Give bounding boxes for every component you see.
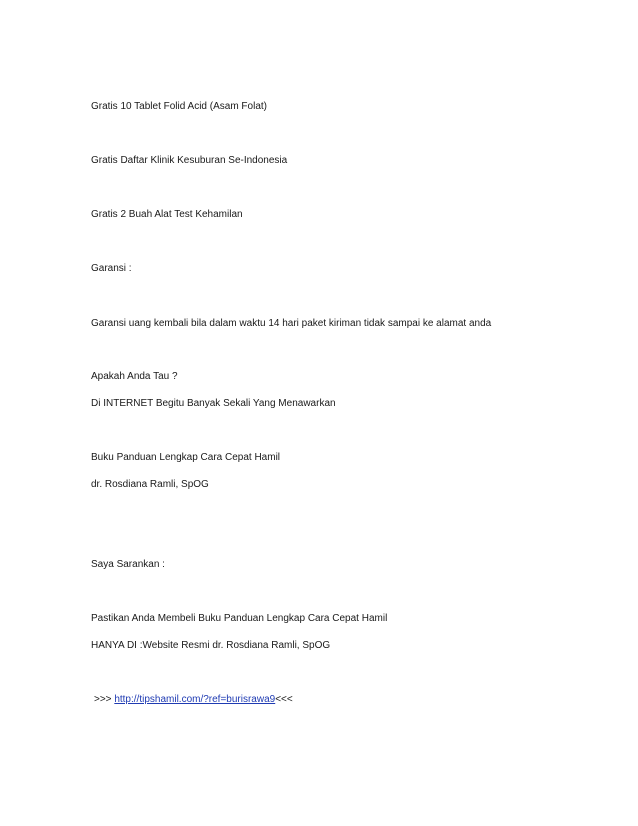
text-line-purchase-advice: Pastikan Anda Membeli Buku Panduan Lengkap Cara Cepat Hamil	[91, 613, 388, 624]
link-suffix: <<<	[275, 694, 293, 705]
text-line-question: Apakah Anda Tau ?	[91, 371, 178, 382]
text-line-guarantee-detail: Garansi uang kembali bila dalam waktu 14 hari paket kiriman tidak sampai ke alamat anda	[91, 318, 492, 329]
text-line-book-title: Buku Panduan Lengkap Cara Cepat Hamil	[91, 452, 281, 463]
text-line-official-website: HANYA DI :Website Resmi dr. Rosdiana Ramli, SpOG	[91, 640, 331, 651]
text-line-author: dr. Rosdiana Ramli, SpOG	[91, 479, 209, 490]
text-line-pregnancy-test: Gratis 2 Buah Alat Test Kehamilan	[91, 209, 243, 220]
text-line-recommendation-heading: Saya Sarankan :	[91, 559, 165, 570]
text-line-guarantee-heading: Garansi :	[91, 263, 132, 274]
link-line	[94, 694, 293, 706]
link-prefix: >>>	[94, 694, 115, 705]
tipshamil-link[interactable]: http://tipshamil.com/?ref=burisrawa9	[114, 694, 276, 705]
text-line-folic-acid: Gratis 10 Tablet Folid Acid (Asam Folat)	[91, 101, 267, 112]
text-line-internet-offers: Di INTERNET Begitu Banyak Sekali Yang Menawarkan	[91, 398, 336, 409]
text-line-clinic-list: Gratis Daftar Klinik Kesuburan Se-Indonesia	[91, 155, 288, 166]
